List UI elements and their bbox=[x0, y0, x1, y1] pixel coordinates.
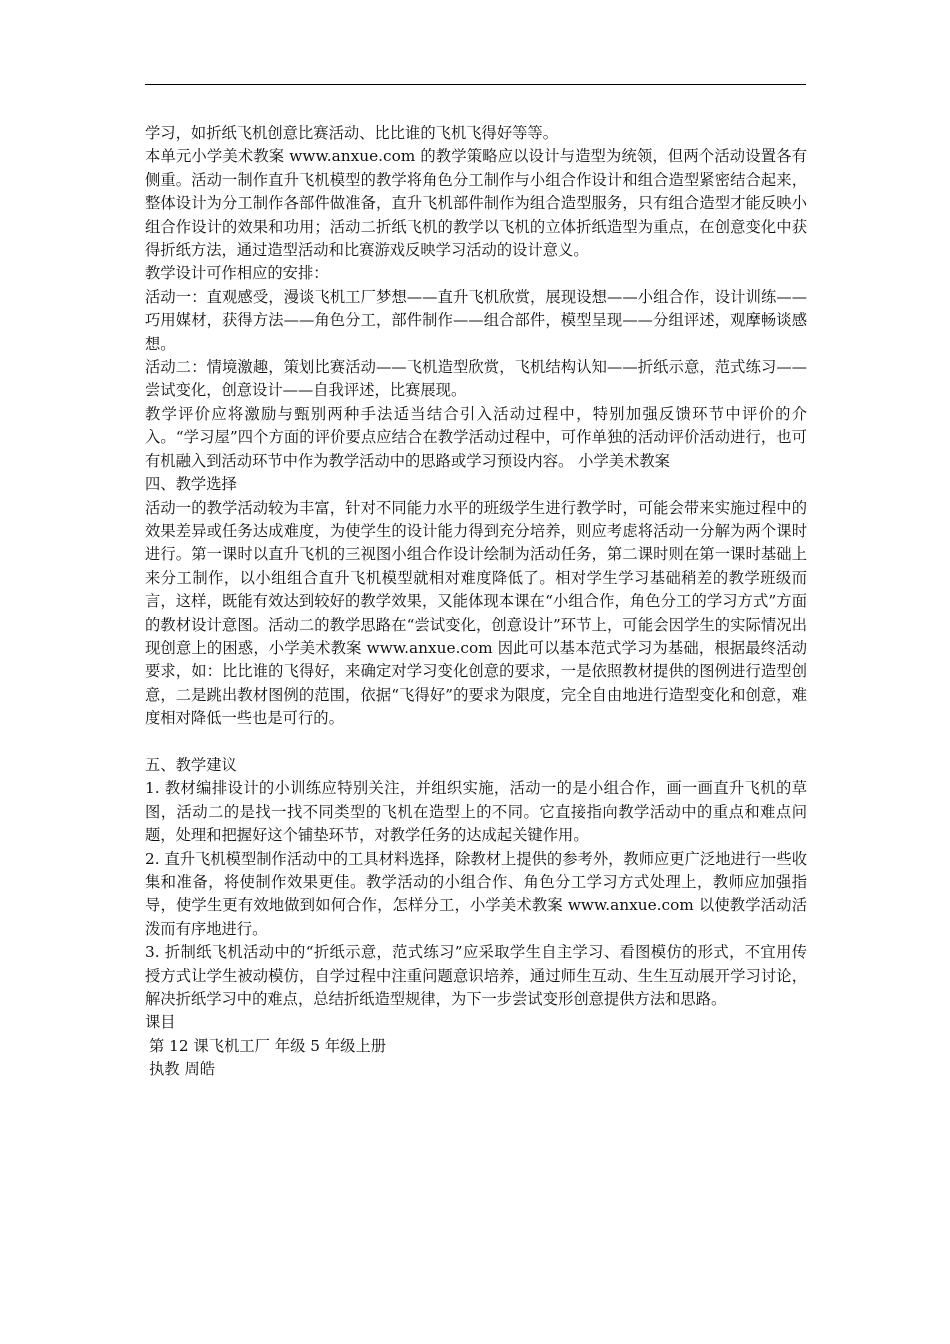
course-teacher: 执教 周皓 bbox=[149, 1060, 216, 1079]
paragraph-teaching-choice: 活动一的教学活动较为丰富，针对不同能力水平的班级学生进行教学时，可能会带来实施过程中的效果差异或任务达成难度，为使学生的设计能力得到充分培养，则应考虑将活动一分解为两个课时进行。第一课时以直升飞机的三视图小组合作设计绘制为活动任务，第二课时则在第一课时基础上来分工制作，以小组组合直升飞机模型就相对难度降低了。相对学生学习基础稍差的教学班级而言，这样，既能有效达到较好的教学效果，又能体现本课在“小组合作，角色分工的学习方式”方面的教材设计意图。活动二的教学思路在“尝试变化，创意设计”环节上，可能会因学生的实际情况出现创意上的困惑，小学美术教案 www.anxue.com 因此可以基本范式学习为基础，根据最终活动要求，如：比比谁的飞得好，来确定对学习变化创意的要求，一是依照教材提供的图例进行造型创意，二是跳出教材图例的范围，依据“飞得好”的要求为限度，完全自由地进行造型变化和创意，难度相对降低一些也是可行的。 bbox=[145, 498, 807, 728]
paragraph-advice-3: 3. 折制纸飞机活动中的“折纸示意，范式练习”应采取学生自主学习、看图模仿的形式，不宜用传授方式让学生被动模仿，自学过程中注重问题意识培养，通过师生互动、生生互动展开学习讨论，解决折纸学习中的难点，总结折纸造型规律，为下一步尝试变形创意提供方法和思路。 bbox=[145, 943, 807, 1009]
paragraph-teaching-strategy: 本单元小学美术教案 www.anxue.com 的教学策略应以设计与造型为统领，但两个活动设置各有侧重。活动一制作直升飞机模型的教学将角色分工制作与小组合作设计和组合造型紧密结合起来，整体设计为分工制作各部件做准备，直升飞机部件制作为组合造型服务，只有组合造型才能反映小组合作设计的效果和功用；活动二折纸飞机的教学以飞机的立体折纸造型为重点，在创意变化中获得折纸方法，通过造型活动和比赛游戏反映学习活动的设计意义。 bbox=[145, 147, 807, 260]
course-lesson-grade: 第 12 课飞机工厂 年级 5 年级上册 bbox=[149, 1036, 387, 1055]
label-course: 课目 bbox=[145, 1013, 176, 1032]
paragraph-activity-two: 活动二：情境激趣，策划比赛活动——飞机造型欣赏，飞机结构认知——折纸示意，范式练习——尝试变化，创意设计——自我评述，比赛展现。 bbox=[145, 358, 807, 400]
document-body bbox=[145, 122, 807, 1082]
paragraph-design-arrangement: 教学设计可作相应的安排： bbox=[145, 264, 329, 283]
paragraph-advice-1: 1. 教材编排设计的小训练应特别关注，并组织实施，活动一的是小组合作，画一画直升飞机的草图，活动二的是找一找不同类型的飞机在造型上的不同。它直接指向教学活动中的重点和难点问题，处理和把握好这个铺垫环节，对教学任务的达成起关键作用。 bbox=[145, 779, 807, 845]
paragraph-advice-2: 2. 直升飞机模型制作活动中的工具材料选择，除教材上提供的参考外，教师应更广泛地进行一些收集和准备，将使制作效果更佳。教学活动的小组合作、角色分工学习方式处理上，教师应加强指导，使学生更有效地做到如何合作，怎样分工，小学美术教案 www.anxue.com 以使教学活动活泼而有序地进行。 bbox=[145, 849, 807, 938]
blank-line bbox=[145, 731, 807, 754]
section-heading-teaching-choice: 四、教学选择 bbox=[145, 475, 237, 494]
paragraph-activity-one: 活动一：直观感受，漫谈飞机工厂梦想——直升飞机欣赏，展现设想——小组合作，设计训练——巧用媒材，获得方法——角色分工，部件制作——组合部件，模型呈现——分组评述，观摩畅谈感想。 bbox=[145, 287, 807, 353]
paragraph-evaluation: 教学评价应将激励与甄别两种手法适当结合引入活动过程中，特别加强反馈环节中评价的介入。“学习屋”四个方面的评价要点应结合在教学活动过程中，可作单独的活动评价活动进行，也可有机融入到活动环节中作为教学活动中的思路或学习预设内容。 小学美术教案 bbox=[145, 404, 807, 470]
paragraph-intro-continuation: 学习，如折纸飞机创意比赛活动、比比谁的飞机飞得好等等。 bbox=[145, 124, 559, 142]
header-rule bbox=[145, 84, 806, 85]
section-heading-teaching-advice: 五、教学建议 bbox=[145, 755, 237, 774]
